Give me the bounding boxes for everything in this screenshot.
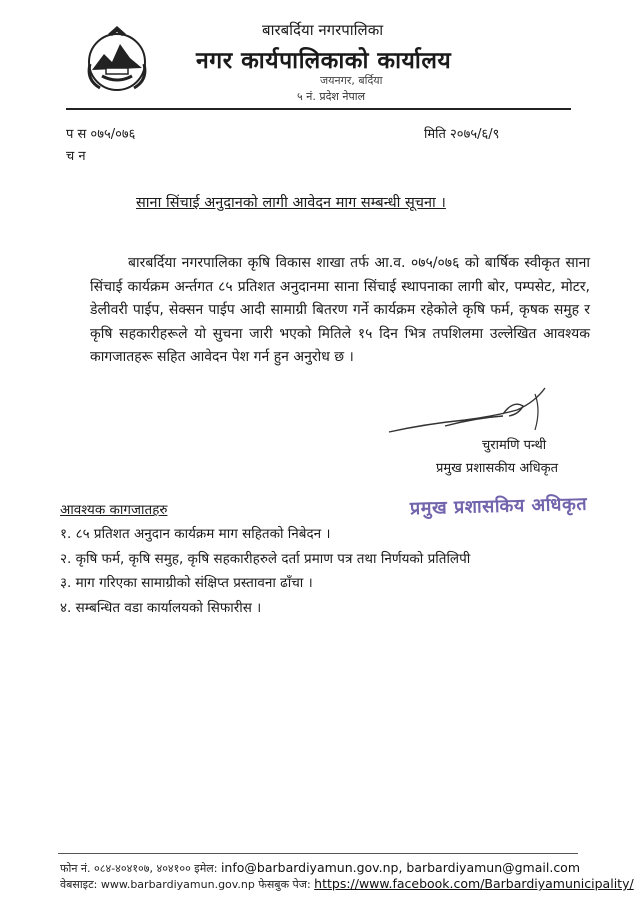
office-province: ५ नं. प्रदेश नेपाल	[297, 90, 366, 103]
official-stamp: प्रमुख प्रशासकिय अधिकृत	[409, 493, 588, 520]
footer-contact-line	[60, 860, 580, 876]
header-divider	[66, 108, 571, 110]
letter-number: प स ०७५/०७६	[66, 127, 136, 142]
footer-phone: फोन नं. ०८४-४०४१०७, ४०४१००	[60, 862, 191, 875]
list-item: २. कृषि फर्म, कृषि समुह, कृषि सहकारीहरुले दर्ता प्रमाण पत्र तथा निर्णयको प्रतिलिपी	[60, 550, 471, 567]
footer-facebook-link[interactable]: https://www.facebook.com/Barbardiyamunicipality/	[314, 876, 634, 891]
footer-web-line	[60, 876, 634, 892]
dispatch-number: च न	[66, 149, 86, 164]
list-item: ४. सम्बन्धित वडा कार्यालयको सिफारीस ।	[60, 599, 262, 616]
footer-email[interactable]: info@barbardiyamun.gov.np, barbardiyamun@gmail.com	[220, 860, 581, 875]
footer-divider	[58, 853, 578, 854]
list-item: १. ८५ प्रतिशत अनुदान कार्यक्रम माग सहितको निबेदन ।	[60, 526, 331, 542]
office-address: जयनगर, बर्दिया	[320, 74, 383, 87]
required-documents-heading: आवश्यक कागजातहरु	[60, 502, 168, 518]
footer-facebook-label: फेसबुक पेज:	[258, 878, 311, 891]
signature-icon	[385, 380, 565, 440]
footer-website-label: वेबसाइट:	[60, 878, 98, 891]
office-title: नगर कार्यपालिकाको कार्यालय	[196, 48, 452, 74]
signatory-name: चुरामणि पन्थी	[482, 438, 547, 453]
notice-subject: साना सिंचाई अनुदानको लागी आवेदन माग सम्बन्धी सूचना ।	[136, 195, 446, 211]
required-documents-list	[60, 522, 470, 620]
municipality-name: बारबर्दिया नगरपालिका	[262, 21, 384, 39]
notice-body: बारबर्दिया नगरपालिका कृषि विकास शाखा तर्फ आ.व. ०७५/०७६ को बार्षिक स्वीकृत साना सिंचाई कार्यक्रम अर्न्तगत ८५ प्रतिशत अनुदानमा साना सिंचाई स्थापनाका लागी बोर, पम्पसेट, मोटर, डेलीवरी पाईप, सेक्सन पाईप आदी सामाग्री बितरण गर्ने कार्यक्रम रहेकोले कृषि फर्म, कृषक समुह र कृषि सहकारीहरूले यो सुचना जारी भएको मितिले १५ दिन भित्र तपशिलमा उल्लेखित आवश्यक कागजातहरू सहित आवेदन पेश गर्न हुन अनुरोध छ ।	[90, 255, 590, 366]
government-emblem-icon	[82, 24, 152, 96]
footer-email-label: इमेल:	[194, 862, 218, 875]
list-item: ३. माग गरिएका सामाग्रीको संक्षिप्त प्रस्तावना ढाँचा ।	[60, 575, 313, 591]
letter-date: मिति २०७५/६/९	[424, 127, 500, 142]
footer-website-link[interactable]: www.barbardiyamun.gov.np	[100, 878, 255, 891]
signatory-title: प्रमुख प्रशासकीय अधिकृत	[436, 461, 559, 476]
